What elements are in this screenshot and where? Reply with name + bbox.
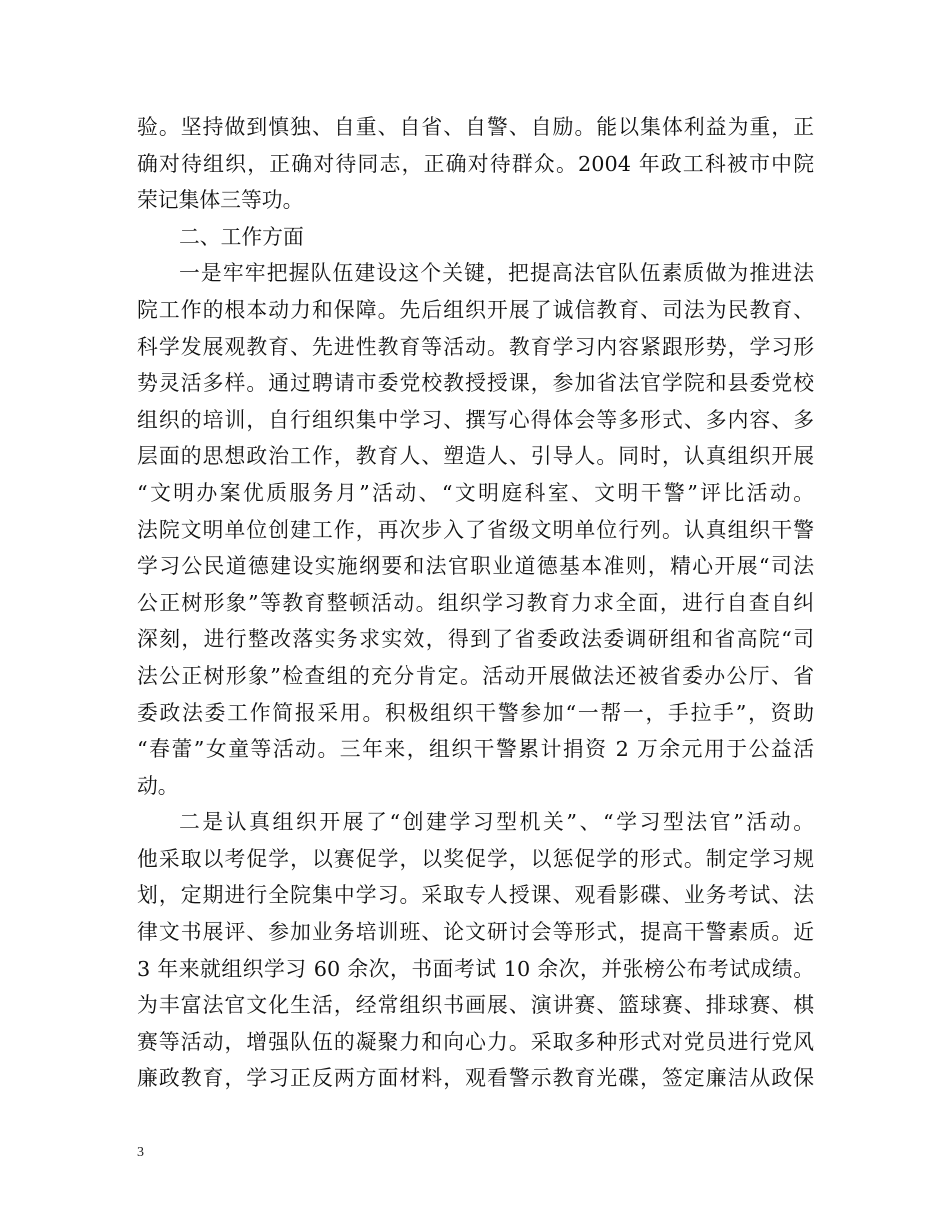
text-line: 3 年来就组织学习 60 余次，书面考试 10 余次，并张榜公布考试成绩。 [137,956,814,981]
text-line: 动。 [137,773,179,798]
text-line: 荣记集体三等功。 [137,188,304,213]
text-line: 二、工作方面 [179,224,304,249]
text-line: 法院文明单位创建工作，再次步入了省级文明单位行列。认真组织干警 [137,517,814,542]
text-line: 院工作的根本动力和保障。先后组织开展了诚信教育、司法为民教育、 [137,297,814,322]
text-line: 二是认真组织开展了“创建学习型机关”、“学习型法官”活动。 [179,810,814,835]
text-line: 廉政教育，学习正反两方面材料，观看警示教育光碟，签定廉洁从政保 [137,1066,814,1091]
document-body [137,109,814,1097]
text-line: 层面的思想政治工作，教育人、塑造人、引导人。同时，认真组织开展 [137,444,814,469]
text-line: 为丰富法官文化生活，经常组织书画展、演讲赛、篮球赛、排球赛、棋 [137,993,814,1018]
text-line: 确对待组织，正确对待同志，正确对待群众。2004 年政工科被市中院 [137,151,814,176]
text-line: 深刻，进行整改落实务求实效，得到了省委政法委调研组和省高院“司 [137,627,814,652]
text-line: 他采取以考促学，以赛促学，以奖促学，以惩促学的形式。制定学习规 [137,846,814,871]
text-line: 赛等活动，增强队伍的凝聚力和向心力。采取多种形式对党员进行党风 [137,1029,814,1054]
text-line: 委政法委工作简报采用。积极组织干警参加“一帮一，手拉手”，资助 [137,700,814,725]
text-line: 学习公民道德建设实施纲要和法官职业道德基本准则，精心开展“司法 [137,554,814,579]
text-line: 科学发展观教育、先进性教育等活动。教育学习内容紧跟形势，学习形 [137,334,814,359]
text-line: 一是牢牢把握队伍建设这个关键，把提高法官队伍素质做为推进法 [179,261,814,286]
text-line: 法公正树形象”检查组的充分肯定。活动开展做法还被省委办公厅、省 [137,663,814,688]
text-line: 势灵活多样。通过聘请市委党校教授授课，参加省法官学院和县委党校 [137,371,814,396]
text-line: 划，定期进行全院集中学习。采取专人授课、观看影碟、业务考试、法 [137,883,814,908]
text-line: 组织的培训，自行组织集中学习、撰写心得体会等多形式、多内容、多 [137,407,814,432]
text-line: 公正树形象”等教育整顿活动。组织学习教育力求全面，进行自查自纠 [137,590,814,615]
text-line: “文明办案优质服务月”活动、“文明庭科室、文明干警”评比活动。 [137,480,814,505]
text-line: “春蕾”女童等活动。三年来，组织干警累计捐资 2 万余元用于公益活 [137,737,814,762]
text-line: 验。坚持做到慎独、自重、自省、自警、自励。能以集体利益为重，正 [137,115,814,139]
page-number: 3 [137,1145,144,1160]
text-line: 律文书展评、参加业务培训班、论文研讨会等形式，提高干警素质。近 [137,920,814,945]
